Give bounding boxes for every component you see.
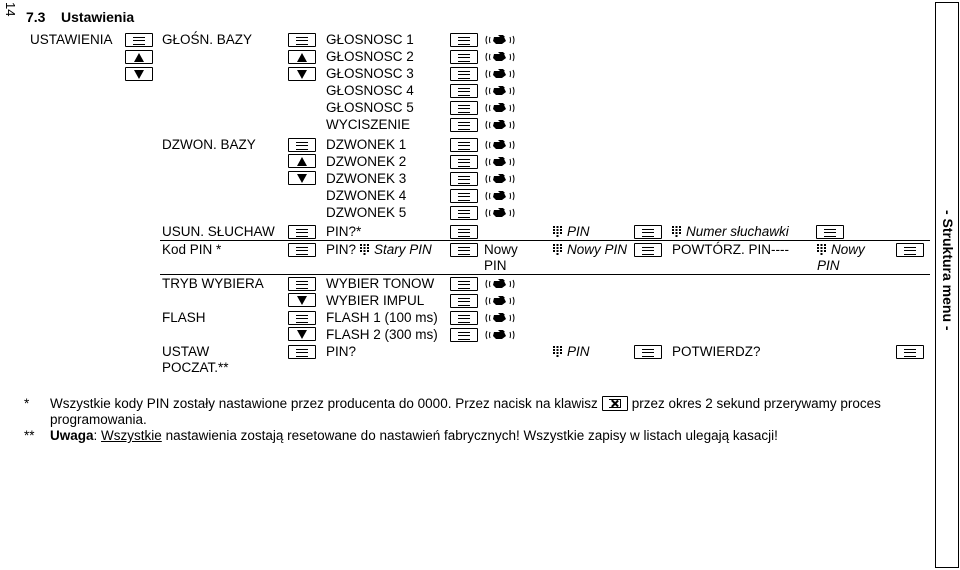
menu-key-icon	[450, 155, 478, 169]
uwaga-label: Uwaga	[50, 428, 94, 443]
arrow-up-icon	[125, 50, 153, 64]
footnote-star2: **	[24, 428, 35, 443]
ringtone-icon	[484, 119, 516, 131]
cancel-key-icon	[602, 396, 628, 411]
menu-key-icon	[634, 345, 662, 359]
ringtone-icon	[484, 34, 516, 46]
menu-ustawienia: USTAWIENIA	[30, 32, 113, 47]
menu-key-icon	[634, 243, 662, 257]
menu-key-icon	[896, 345, 924, 359]
menu-flash: FLASH	[162, 310, 206, 325]
ringtone-icon	[484, 190, 516, 202]
wybier-impul: WYBIER IMPUL	[326, 293, 425, 308]
menu-key-icon	[450, 84, 478, 98]
wszystkie-label: Wszystkie	[101, 428, 162, 443]
menu-key-icon	[288, 138, 316, 152]
menu-kod-pin: Kod PIN *	[162, 242, 222, 257]
menu-key-icon	[450, 225, 478, 239]
arrow-up-icon	[288, 154, 316, 168]
menu-key-icon	[450, 50, 478, 64]
pin-prompt: PIN?	[326, 242, 357, 257]
menu-key-icon	[288, 243, 316, 257]
ringtone-icon	[484, 85, 516, 97]
arrow-down-icon	[288, 327, 316, 341]
nowy-pin-label: Nowy PIN	[567, 242, 628, 257]
powtorz-pin: POWTÓRZ. PIN----	[672, 242, 789, 257]
dzwonek-4: DZWONEK 4	[326, 188, 407, 203]
footnote-text-c: programowania.	[50, 412, 147, 427]
flash-2: FLASH 2 (300 ms)	[326, 327, 438, 342]
menu-key-icon	[450, 243, 478, 257]
menu-tryb-wybiera: TRYB WYBIERA	[162, 276, 264, 291]
ringtone-icon	[484, 173, 516, 185]
menu-key-icon	[450, 67, 478, 81]
menu-key-icon	[450, 33, 478, 47]
pin-entry-label: PIN	[567, 224, 590, 239]
footnote-text-a: Wszystkie kody PIN zostały nastawione przez producenta do 0000. Przez nacisk na klawisz	[50, 396, 598, 411]
colon: :	[93, 428, 98, 443]
menu-key-icon	[450, 138, 478, 152]
flash-1: FLASH 1 (100 ms)	[326, 310, 438, 325]
ringtone-icon	[484, 278, 516, 290]
menu-key-icon	[450, 311, 478, 325]
glosnosc-1: GŁOSNOSC 1	[326, 32, 414, 47]
ringtone-icon	[484, 329, 516, 341]
dzwonek-5: DZWONEK 5	[326, 205, 407, 220]
glosnosc-5: GŁOSNOSC 5	[326, 100, 414, 115]
menu-glosn-bazy: GŁOŚN. BAZY	[162, 32, 253, 47]
potwierdz-label: POTWIERDZ?	[672, 344, 761, 359]
footnote-2	[24, 428, 778, 444]
wyciszenie: WYCISZENIE	[326, 117, 411, 132]
ringtone-icon	[484, 68, 516, 80]
ringtone-icon	[484, 156, 516, 168]
keypad-icon	[553, 346, 562, 357]
menu-ustaw: USTAW	[162, 344, 210, 359]
glosnosc-2: GŁOSNOSC 2	[326, 49, 414, 64]
keypad-icon	[553, 226, 562, 237]
footnote-1-cont	[50, 412, 147, 428]
menu-key-icon	[450, 328, 478, 342]
pin-label-right: PIN	[817, 258, 840, 273]
menu-key-icon	[288, 277, 316, 291]
menu-key-icon	[450, 118, 478, 132]
menu-key-icon	[125, 33, 153, 47]
row-divider	[160, 240, 930, 241]
pin-prompt-star: PIN?*	[326, 224, 362, 239]
menu-key-icon	[288, 33, 316, 47]
side-tab-label: - Struktura menu -	[940, 210, 956, 331]
menu-poczat: POCZAT.**	[162, 360, 229, 375]
nowy-label-right: Nowy	[831, 242, 865, 257]
pin-entry-label-reset: PIN	[567, 344, 590, 359]
ringtone-icon	[484, 139, 516, 151]
arrow-down-icon	[288, 67, 316, 81]
arrow-up-icon	[288, 50, 316, 64]
keypad-icon	[817, 244, 826, 255]
menu-key-icon	[450, 277, 478, 291]
footnote-star: *	[24, 396, 30, 411]
arrow-down-icon	[125, 67, 153, 81]
menu-key-icon	[450, 101, 478, 115]
menu-key-icon	[450, 189, 478, 203]
dzwonek-1: DZWONEK 1	[326, 137, 407, 152]
footnote-text-b: przez okres 2 sekund przerywamy proces	[631, 396, 881, 411]
ringtone-icon	[484, 102, 516, 114]
ringtone-icon	[484, 51, 516, 63]
menu-key-icon	[816, 225, 844, 239]
menu-usun-sluchaw: USUN. SŁUCHAW	[162, 224, 275, 239]
dzwonek-3: DZWONEK 3	[326, 171, 407, 186]
footnote-1	[24, 396, 881, 412]
keypad-icon	[553, 244, 562, 255]
glosnosc-3: GŁOSNOSC 3	[326, 66, 414, 81]
row-divider	[160, 274, 930, 275]
page-number: 14	[3, 2, 18, 17]
arrow-down-icon	[288, 171, 316, 185]
nowy-label: Nowy	[484, 242, 518, 257]
keypad-icon	[672, 226, 681, 237]
keypad-icon	[360, 244, 369, 255]
menu-key-icon	[450, 294, 478, 308]
menu-key-icon	[896, 243, 924, 257]
pin-label: PIN	[484, 258, 507, 273]
ringtone-icon	[484, 207, 516, 219]
dzwonek-2: DZWONEK 2	[326, 154, 407, 169]
menu-key-icon	[288, 225, 316, 239]
ringtone-icon	[484, 312, 516, 324]
menu-key-icon	[450, 172, 478, 186]
menu-key-icon	[288, 311, 316, 325]
menu-key-icon	[634, 225, 662, 239]
arrow-down-icon	[288, 293, 316, 307]
stary-pin-label: Stary PIN	[374, 242, 432, 257]
ringtone-icon	[484, 295, 516, 307]
pin-prompt-reset: PIN?	[326, 344, 357, 359]
glosnosc-4: GŁOSNOSC 4	[326, 83, 414, 98]
menu-key-icon	[288, 345, 316, 359]
numer-sluchawki-label: Numer słuchawki	[686, 224, 789, 239]
footnote-text-d: nastawienia zostają resetowane do nastawień fabrycznych! Wszystkie zapisy w listach ulegają kasacji!	[165, 428, 778, 443]
menu-key-icon	[450, 206, 478, 220]
menu-dzwon-bazy: DZWON. BAZY	[162, 137, 256, 152]
section-title: 7.3 Ustawienia	[26, 9, 135, 25]
wybier-tonow: WYBIER TONOW	[326, 276, 435, 291]
